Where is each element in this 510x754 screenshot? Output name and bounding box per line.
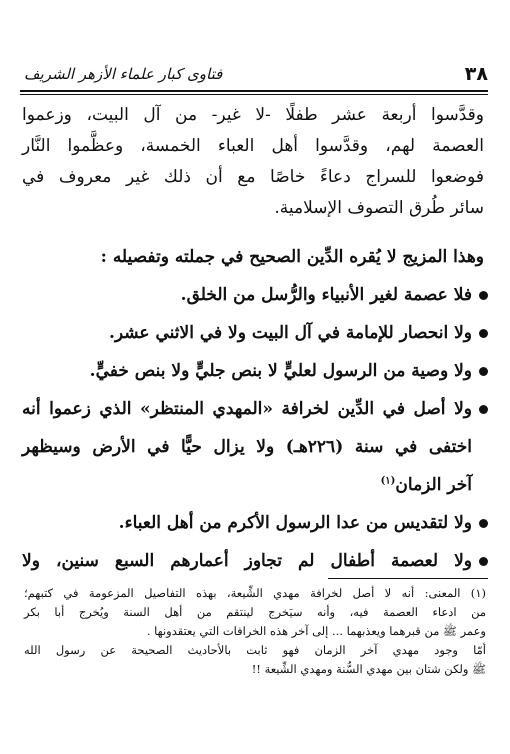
bullet-text-tail xyxy=(22,466,472,504)
running-title: فتاوى كبار علماء الأزهر الشريف xyxy=(24,65,223,83)
paragraph-line: وقدَّسوا أربعة عشر طفلًا -لا غير- من آل البيت، وزعموا xyxy=(22,105,484,125)
footnotes xyxy=(24,584,486,679)
footnote-line: أمّا وجود مهدي آخر الزمان فهو ثابت بالأحاديث الصحيحة عن رسول الله xyxy=(24,643,486,657)
bullet-item xyxy=(22,542,488,580)
header-rule xyxy=(20,90,488,92)
footnote-line: (١) المعنى: أنه لا أصل لخرافة مهدي الشِّيعة، بهذه التفاصيل المزعومة في كتبهم؛ xyxy=(24,586,486,600)
paragraph-line: العصمة لهم، وقدَّسوا أهل العباء الخمسة، وعظَّموا النَّار xyxy=(22,136,484,156)
body-paragraph xyxy=(22,100,484,224)
bullet-text: ولا انحصار للإمامة في آل البيت ولا في الاثني عشر. xyxy=(108,323,472,343)
footnote-separator xyxy=(328,578,488,579)
bullet-dot-icon xyxy=(479,367,488,376)
bullet-item xyxy=(22,276,488,314)
bullet-text: فلا عصمة لغير الأنبياء والرُّسل من الخلق. xyxy=(180,285,472,305)
bullet-text: ولا لتقديس من عدا الرسول الأكرم من أهل العباء. xyxy=(118,513,472,533)
footnote-line: من ادعاء العصمة فيه، وأنه سيَخرج لينتقم من أهل السنة ويُخرج أبا بكر xyxy=(24,605,486,619)
bullet-item xyxy=(22,504,488,542)
page-header xyxy=(20,62,488,86)
footnote-line: ﷺ ولكن شتان بين مهدي السُّنة ومهدي الشِّيعة !! xyxy=(251,662,486,676)
bullet-dot-icon xyxy=(479,519,488,528)
bullet-dot-icon xyxy=(479,291,488,300)
bullet-dot-icon xyxy=(479,329,488,338)
footnote-line: وعمر ﷺ من قبرهما ويعذبهما ... إلى آخر هذه الخرافات التي يعتقدونها . xyxy=(146,624,486,638)
header-rule-thin xyxy=(20,94,488,95)
bullet-dot-icon xyxy=(479,405,488,414)
bullet-text: ولا وصية من الرسول لعليٍّ لا بنص جليٍّ ولا بنص خفيٍّ. xyxy=(89,361,472,381)
page-number: ٣٨ xyxy=(464,63,488,85)
bullet-item xyxy=(22,390,488,504)
bullet-dot-icon xyxy=(479,557,488,566)
bullet-list xyxy=(22,276,488,580)
bullet-item xyxy=(22,352,488,390)
footnote-reference[interactable]: (١) xyxy=(380,475,396,487)
bullet-item xyxy=(22,314,488,352)
bullet-text: آخر الزمان xyxy=(395,475,472,495)
bullet-text: ولا أصل في الدِّين لخرافة «المهدي المنتظر» الذي زعموا أنه xyxy=(22,399,472,419)
bullet-text: اختفى في سنة (٢٢٦هـ) ولا يزال حيًّا في الأرض وسيظهر xyxy=(22,437,472,457)
section-heading: وهذا المزيج لا يُقره الدِّين الصحيح في جملته وتفصيله : xyxy=(100,247,484,267)
paragraph-line: فوضعوا للسراج دعاءً خاصًا مع أن ذلك غير معروف في xyxy=(22,167,484,187)
bullet-text: ولا لعصمة أطفال لم تجاوز أعمارهم السبع سنين، ولا xyxy=(22,551,472,571)
paragraph-line: سائر طُرق التصوف الإسلامية. xyxy=(274,198,484,218)
